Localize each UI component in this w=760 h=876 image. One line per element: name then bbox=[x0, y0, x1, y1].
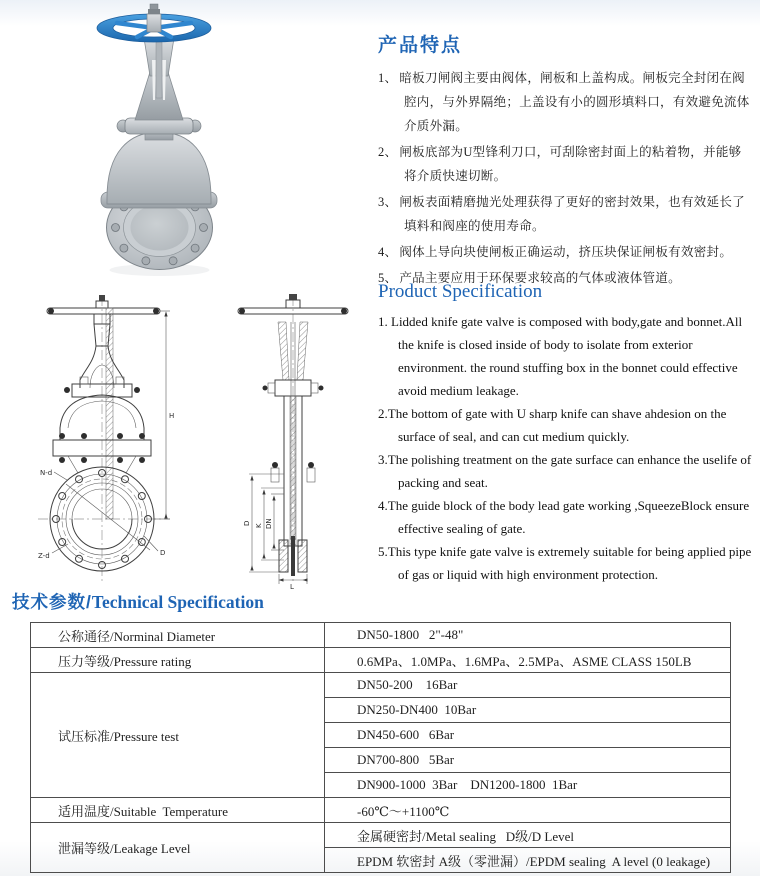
spec-value-cell: -60℃～+1100℃ bbox=[325, 798, 731, 823]
feature-item-number: 4、 bbox=[378, 245, 398, 259]
spec-item-text: This type knife gate valve is extremely suitable for being applied pipe of gas or liquid with high environment protection. bbox=[387, 544, 752, 582]
table-row bbox=[31, 798, 731, 823]
feature-item-number: 1、 bbox=[378, 71, 398, 85]
spec-label-cell: 公称通径/Norminal Diameter bbox=[31, 623, 325, 648]
height-dim-label: H bbox=[169, 412, 175, 420]
feature-item-text: 闸板底部为U型锋利刀口，可刮除密封面上的粘着物，并能够将介质快速切断。 bbox=[399, 145, 742, 183]
spec-item bbox=[378, 494, 756, 540]
spec-value-cell: EPDM 软密封 A级（零泄漏）/EPDM sealing A level (0 leakage) bbox=[325, 848, 731, 873]
feature-item-text: 闸板表面精磨抛光处理获得了更好的密封效果，也有效延长了填料和阀座的使用寿命。 bbox=[399, 195, 745, 233]
feature-item-number: 2、 bbox=[378, 145, 398, 159]
product-specification-section bbox=[378, 281, 756, 586]
technical-drawings bbox=[20, 288, 370, 590]
spec-label-cell: 适用温度/Suitable Temperature bbox=[31, 798, 325, 823]
feature-item-text: 阀体上导向块使闸板正确运动，挤压块保证闸板有效密封。 bbox=[399, 245, 733, 259]
table-row bbox=[31, 673, 731, 698]
table-row bbox=[31, 823, 731, 848]
technical-specification-title bbox=[12, 589, 264, 614]
spec-item bbox=[378, 540, 756, 586]
feature-item-text: 产品主要应用于环保要求较高的气体或液体管道。 bbox=[399, 271, 681, 285]
spec-item-number: 5. bbox=[378, 544, 388, 559]
spec-item-text: The polishing treatment on the gate surface can enhance the uselife of packing and seat. bbox=[387, 452, 752, 490]
spec-value-cell: 0.6MPa、1.0MPa、1.6MPa、2.5MPa、ASME CLASS 150LB bbox=[325, 648, 731, 673]
spec-label-cell: 泄漏等级/Leakage Level bbox=[31, 823, 325, 873]
technical-title-chinese: 技术参数/ bbox=[12, 592, 92, 612]
spec-value-cell: DN700-800 5Bar bbox=[325, 748, 731, 773]
spec-label-cell: 试压标准/Pressure test bbox=[31, 673, 325, 798]
spec-item-text: The bottom of gate with U sharp knife can shave ahdesion on the surface of seal, and can cut medium quickly. bbox=[387, 406, 727, 444]
technical-title-english: Technical Specification bbox=[91, 592, 264, 612]
feature-item bbox=[378, 140, 754, 188]
feature-item bbox=[378, 66, 754, 138]
spec-item-number: 1. bbox=[378, 314, 388, 329]
product-specification-title: Product Specification bbox=[378, 281, 543, 302]
table-row bbox=[31, 648, 731, 673]
spec-value-cell: DN900-1000 3Bar DN1200-1800 1Bar bbox=[325, 773, 731, 798]
table-row bbox=[31, 623, 731, 648]
bolt-callout-label: N-d bbox=[40, 469, 53, 477]
spec-item bbox=[378, 402, 756, 448]
side-dim-inner-label: DN bbox=[265, 518, 273, 529]
features-section bbox=[378, 30, 754, 292]
bottom-callout-label: Z-d bbox=[38, 552, 50, 560]
feature-item-number: 3、 bbox=[378, 195, 398, 209]
spec-item-number: 4. bbox=[378, 498, 388, 513]
specification-list bbox=[378, 310, 756, 586]
front-view-drawing bbox=[38, 295, 174, 584]
spec-item-number: 3. bbox=[378, 452, 388, 467]
spec-value-cell: 金属硬密封/Metal sealing D级/D Level bbox=[325, 823, 731, 848]
features-list bbox=[378, 66, 754, 290]
spec-item bbox=[378, 448, 756, 494]
feature-item bbox=[378, 240, 754, 264]
flange-diameter-label: D bbox=[160, 549, 166, 557]
spec-item-number: 2. bbox=[378, 406, 388, 421]
side-dim-outer-label: D bbox=[243, 520, 251, 526]
valve-yoke bbox=[135, 38, 183, 120]
feature-item-text: 暗板刀闸阀主要由阀体，闸板和上盖构成。闸板完全封闭在阀腔内，与外界隔绝；上盖设有小的圆形填料口，有效避免流体介质外漏。 bbox=[399, 71, 750, 133]
spec-item-text: The guide block of the body lead gate working ,SqueezeBlock ensure effective sealing of gate. bbox=[387, 498, 750, 536]
face-to-face-label: L bbox=[290, 583, 294, 590]
technical-spec-table bbox=[30, 622, 731, 873]
spec-value-cell: DN450-600 6Bar bbox=[325, 723, 731, 748]
side-view-drawing bbox=[238, 294, 348, 590]
spec-item-text: Lidded knife gate valve is composed with body,gate and bonnet.All the knife is closed inside of body to isolate from exterior environment. the round stuffing box in the bonnet could effective avoid medium leakage. bbox=[387, 314, 743, 398]
valve-body bbox=[101, 128, 217, 208]
spec-item bbox=[378, 310, 756, 402]
features-title: 产品特点 bbox=[378, 35, 463, 56]
feature-item-number: 5、 bbox=[378, 271, 398, 285]
spec-label-cell: 压力等级/Pressure rating bbox=[31, 648, 325, 673]
spec-value-cell: DN50-1800 2"-48" bbox=[325, 623, 731, 648]
spec-value-cell: DN250-DN400 10Bar bbox=[325, 698, 731, 723]
valve-handwheel bbox=[97, 4, 211, 42]
feature-item bbox=[378, 190, 754, 238]
side-dim-middle-label: K bbox=[255, 523, 263, 528]
valve-photo bbox=[55, 2, 265, 286]
spec-value-cell: DN50-200 16Bar bbox=[325, 673, 731, 698]
